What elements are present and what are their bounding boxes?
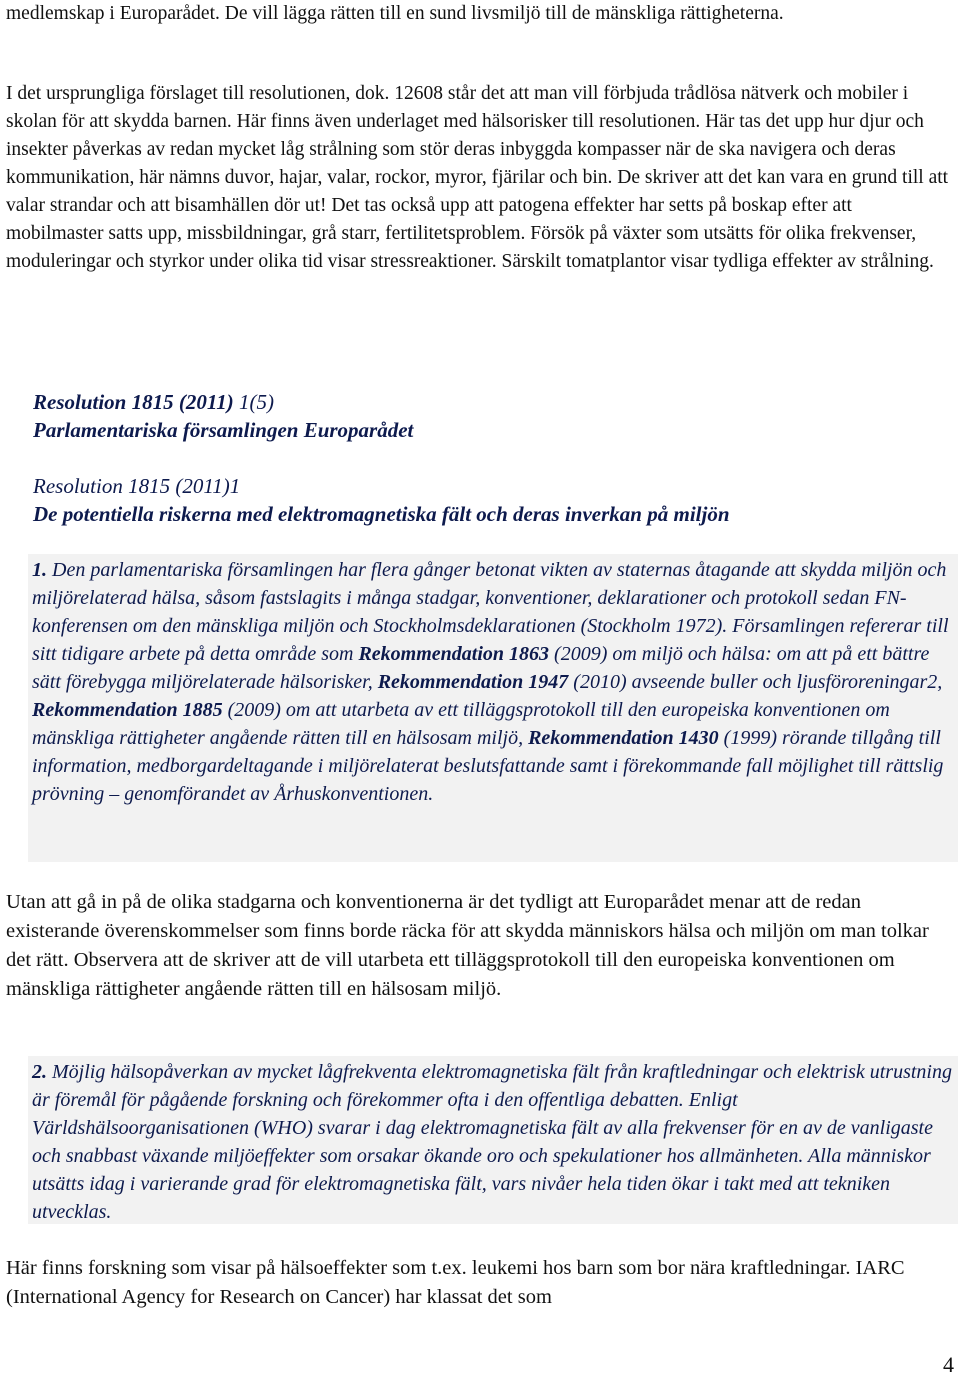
- resolution-heading-2: [33, 416, 953, 444]
- quote-block-2: [28, 1056, 958, 1224]
- quote-1-text-d: (2009) om att utarbeta av ett tilläggsprotokoll till den europeiska konventionen om mänskliga rättigheter angående rätten till en hälsosam miljö,: [32, 699, 890, 749]
- quote-1-rec-a: Rekommendation 1863: [358, 643, 550, 665]
- paragraph-middle: Utan att gå in på de olika stadgarna och konventionerna är det tydligt att Europarådet menar att de redan existerande överenskommelser som finns borde räcka för att skydda människors hälsa och miljön om man tolkar det rätt. Observera att de skriver att de vill utarbeta ett tilläggsprotokoll till den europeiska konventionen om mänskliga rättigheter angående rätten till en hälsosam miljö.: [6, 891, 929, 1000]
- quote-1-text-e: (1999) rörande tillgång till information, medborgardeltagande i miljörelaterat beslutsfattande samt i förekommande fall möjlighet till rättslig prövning – genomförandet av Århuskonventionen.: [32, 727, 944, 805]
- quote-block-1: [28, 554, 958, 862]
- resolution-title-text: De potentiella riskerna med elektromagnetiska fält och deras inverkan på miljön: [33, 502, 730, 526]
- resolution-number: Resolution 1815 (2011): [33, 390, 234, 414]
- paragraph-top: medlemskap i Europarådet. De vill lägga rätten till en sund livsmiljö till de mänskliga rättigheterna.: [6, 3, 784, 24]
- paragraph-intro: I det ursprungliga förslaget till resolutionen, dok. 12608 står det att man vill förbjuda trådlösa nätverk och mobiler i skolan för att skydda barnen. Här finns även underlaget med hälsorisker till resolutionen. Här tas det upp hur djur och insekter påverkas av redan mycket låg strålning som stör deras inbyggda kompasser när de ska navigera och deras kommunikation, här nämns duvor, hajar, valar, rockor, myror, fjärilar och bin. De skriver att det kan vara en grund till att valar strandar och att bisamhällen dör ut! Det tas också upp att patogena effekter har setts på boskap efter att mobilmaster satts upp, missbildningar, grå starr, fertilitetsproblem. Försök på växter som utsätts för olika frekvenser, moduleringar och styrkor under olika tid visar stressreaktioner. Särskilt tomatplantor visar tydliga effekter av strålning.: [6, 83, 949, 272]
- resolution-title: [33, 500, 953, 528]
- assembly-name: Parlamentariska församlingen Europarådet: [33, 418, 414, 442]
- resolution-subtitle: Resolution 1815 (2011)1: [33, 474, 241, 498]
- quote-1-rec-b: Rekommendation 1947: [377, 671, 569, 693]
- resolution-part: 1(5): [233, 390, 274, 414]
- quote-1-text-a: Den parlamentariska församlingen har flera gånger betonat vikten av staternas åtagande att skydda miljön och miljörelaterad hälsa, såsom fastslagits i många stadgar, konventioner, deklarationer och protokoll sedan FN-konferensen om den mänskliga miljön och Stockholmsdeklarationen (Stockholm 1972). Församlingen refererar till sitt tidigare arbete på detta område som: [32, 559, 949, 665]
- paragraph-bottom: Här finns forskning som visar på hälsoeffekter som t.ex. leukemi hos barn som bor nära kraftledningar. IARC (International Agency for Research on Cancer) har klassat det som: [6, 1257, 905, 1308]
- page-number: 4: [943, 1352, 954, 1377]
- quote-1-text-b: (2009) om miljö och hälsa: om att på ett bättre sätt förebygga miljörelaterade hälsorisker,: [32, 643, 930, 693]
- quote-2-number: 2.: [32, 1061, 47, 1083]
- quote-1-text-c: (2010) avseende buller och ljusföroreningar2,: [568, 671, 943, 693]
- quote-1-rec-d: Rekommendation 1430: [528, 727, 719, 749]
- quote-1-number: 1.: [32, 559, 47, 581]
- quote-1-rec-c: Rekommendation 1885: [32, 699, 223, 721]
- resolution-heading-1: [33, 388, 953, 416]
- quote-2-text: Möjlig hälsopåverkan av mycket lågfrekventa elektromagnetiska fält från kraftledningar och elektrisk utrustning är föremål för pågående forskning och förekommer ofta i den offentliga debatten. Enligt Världshälsoorganisationen (WHO) svarar i dag elektromagnetiska fält av alla frekvenser för en av de vanligaste och snabbast växande miljöeffekter som orsakar ökande oro och spekulationer hos allmänheten. Alla människor utsätts idag i varierande grad för elektromagnetiska fält, vars nivåer hela tiden ökar i takt med att tekniken utvecklas.: [32, 1061, 952, 1223]
